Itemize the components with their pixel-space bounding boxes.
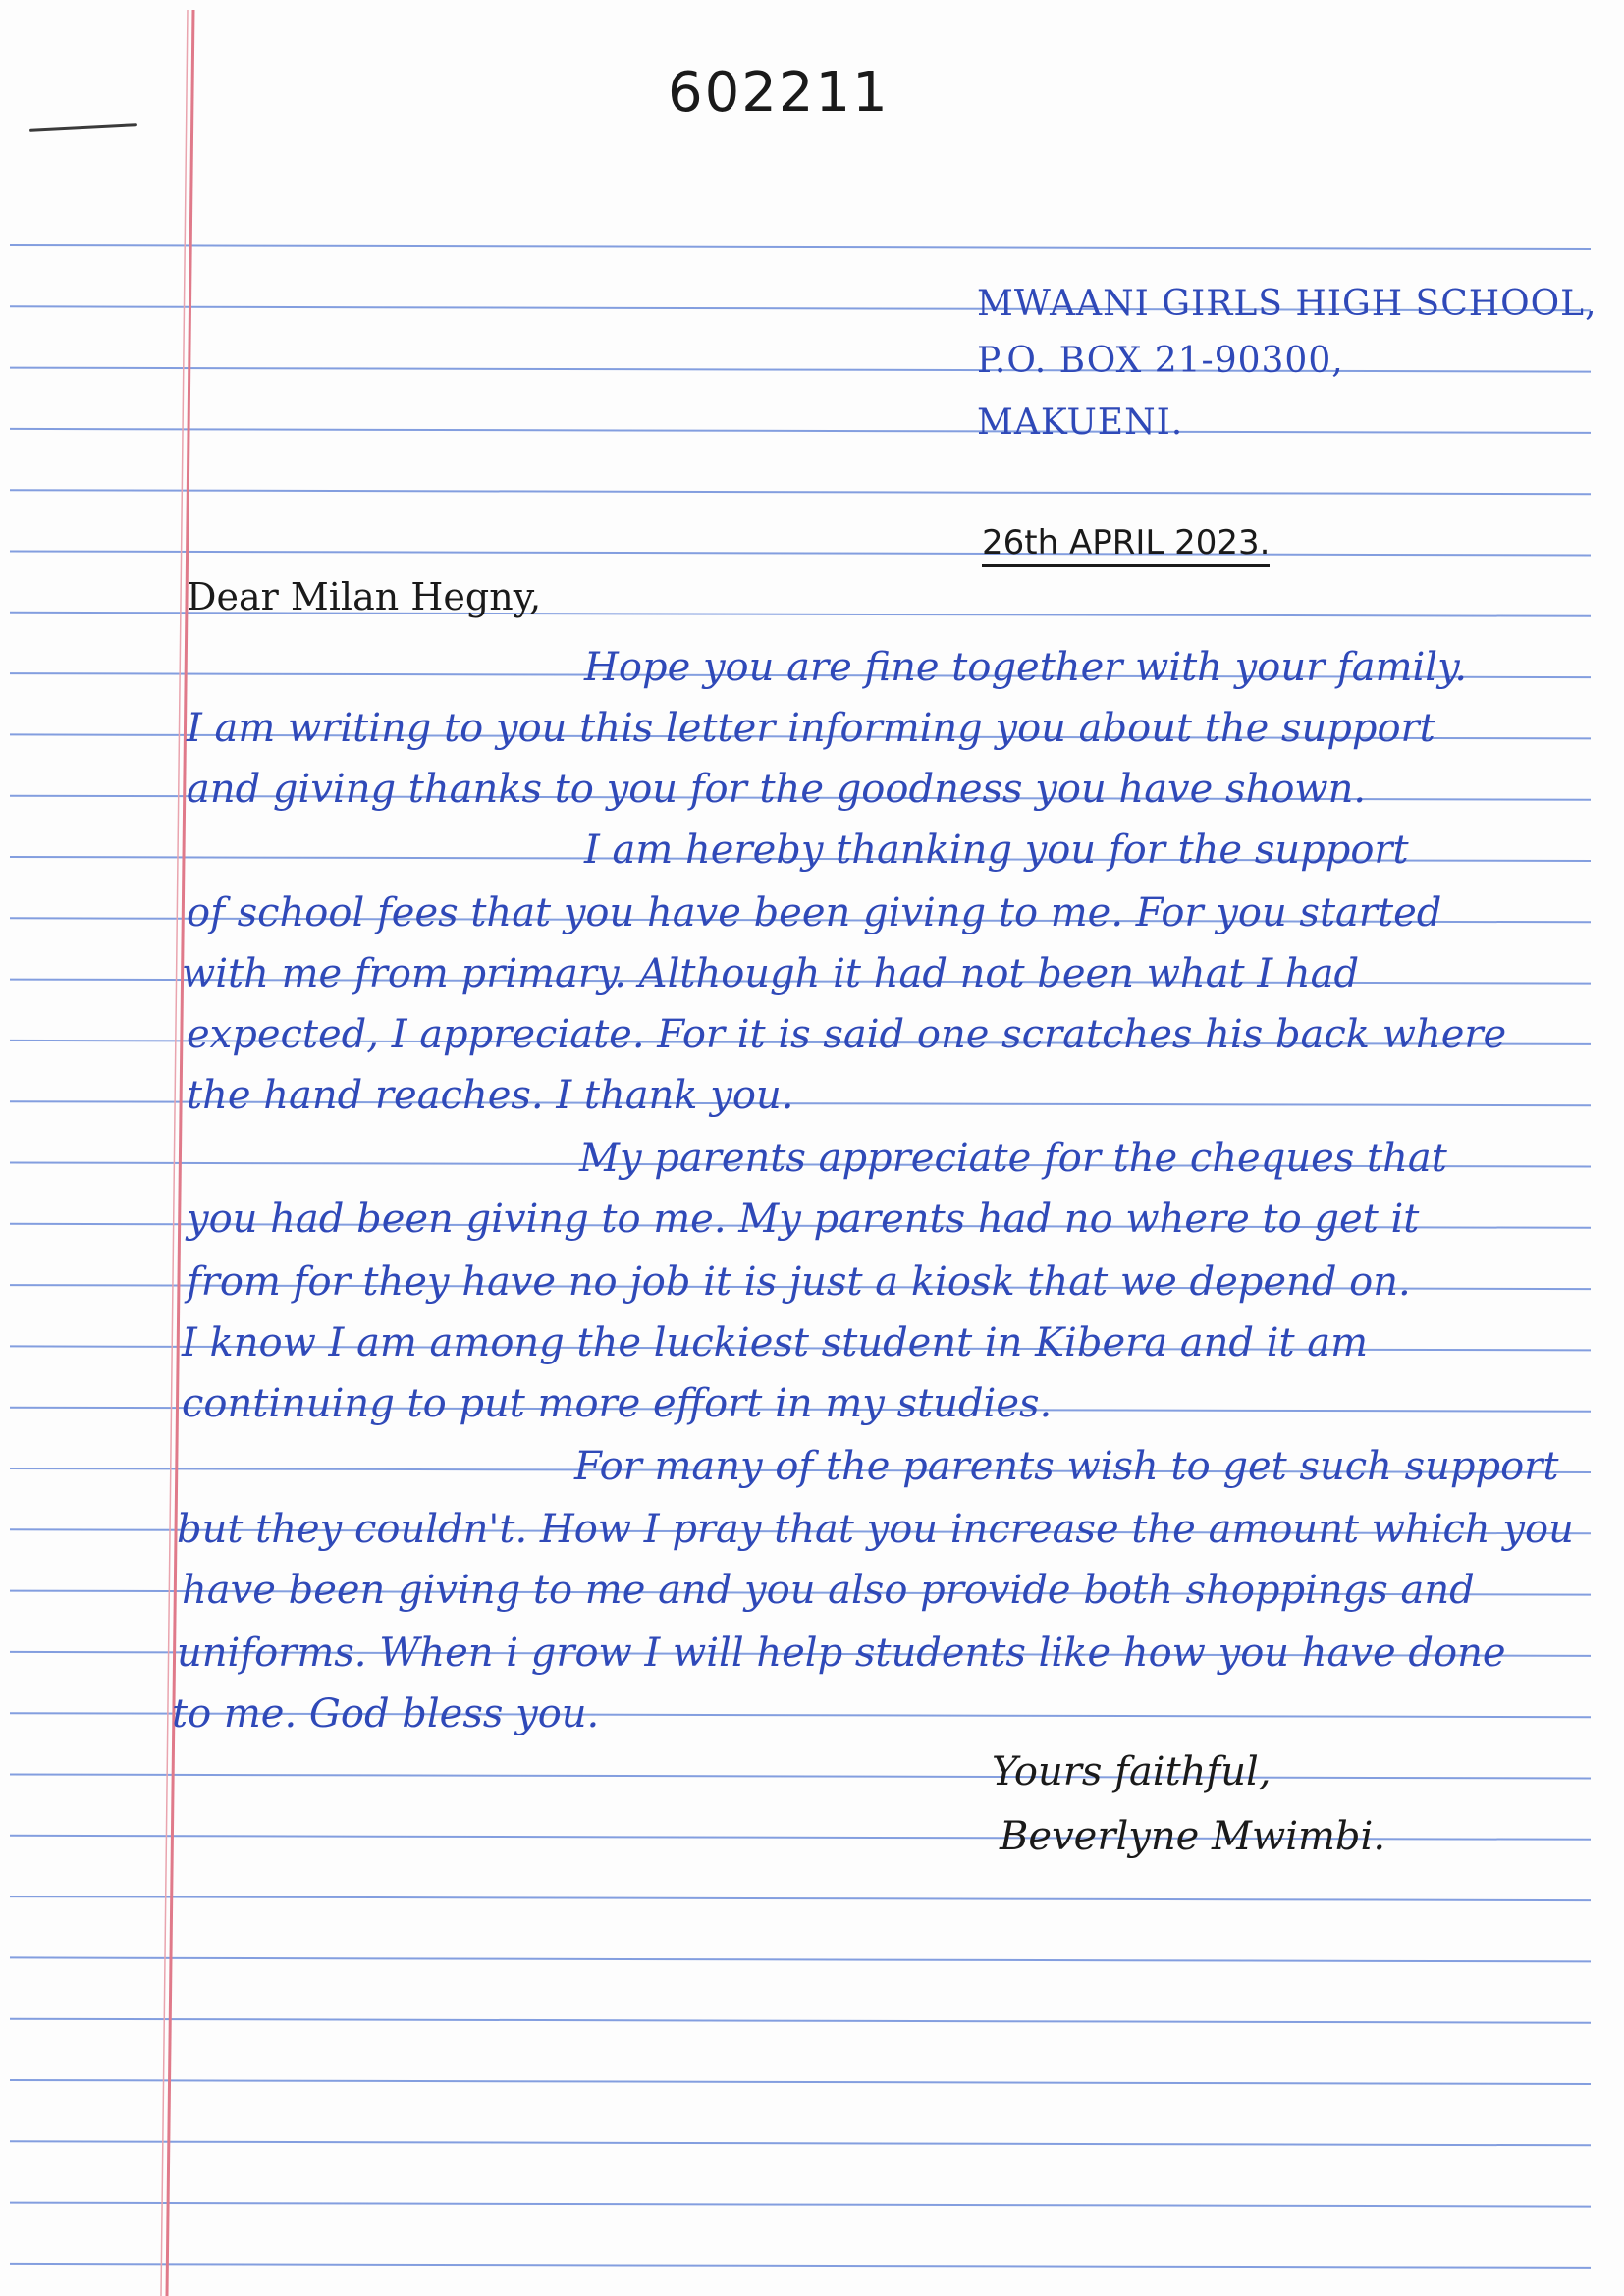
ruled-line (10, 1957, 1591, 1961)
ruled-line (10, 552, 1591, 556)
address-line-2: P.O. BOX 21-90300, (977, 341, 1344, 381)
ruled-line (10, 2080, 1591, 2084)
ruled-line (10, 1775, 1591, 1779)
ruled-line (10, 1896, 1591, 1900)
body-line: uniforms. When i grow I will help students like how you have done (177, 1630, 1506, 1676)
margin-line-inner (161, 10, 188, 2296)
body-line: you had been giving to me. My parents had no where to get it (187, 1197, 1420, 1242)
ruled-line (10, 368, 1591, 372)
body-line: continuing to put more effort in my studies. (182, 1381, 1053, 1426)
letter-date: 26th APRIL 2023. (982, 523, 1270, 567)
body-line: I know I am among the luckiest student in Kibera and it am (182, 1320, 1369, 1365)
signature-name: Beverlyne Mwimbi. (1000, 1814, 1386, 1859)
body-line: to me. God bless you. (172, 1691, 600, 1736)
ruled-line (10, 429, 1591, 433)
body-line: and giving thanks to you for the goodness you have shown. (187, 767, 1367, 812)
ruled-line (10, 490, 1591, 494)
valediction: Yours faithful, (992, 1749, 1272, 1794)
ruled-line (10, 2203, 1591, 2207)
body-line: of school fees that you have been giving to me. For you started (187, 890, 1442, 935)
body-line: For many of the parents wish to get such support (574, 1444, 1559, 1489)
reference-number: 602211 (668, 61, 890, 125)
margin-line (167, 10, 193, 2296)
body-line: but they couldn't. How I pray that you increase the amount which you (177, 1507, 1574, 1552)
body-line: expected, I appreciate. For it is said one scratches his back where (187, 1012, 1507, 1057)
body-line: have been giving to me and you also provide both shoppings and (182, 1568, 1475, 1613)
body-line: My parents appreciate for the cheques that (579, 1136, 1447, 1181)
ruled-line (10, 2019, 1591, 2023)
address-line-3: MAKUENI. (977, 402, 1184, 443)
ruled-line (10, 2141, 1591, 2145)
body-line: I am writing to you this letter informing you about the support (187, 706, 1435, 751)
body-line: the hand reaches. I thank you. (187, 1073, 794, 1118)
ruled-line (10, 245, 1591, 249)
body-line: with me from primary. Although it had not been what I had (182, 951, 1360, 996)
body-line: from for they have no job it is just a kiosk that we depend on. (187, 1259, 1411, 1305)
salutation: Dear Milan Hegny, (187, 575, 542, 618)
address-line-1: MWAANI GIRLS HIGH SCHOOL, (977, 284, 1597, 324)
ruled-line (10, 2264, 1591, 2268)
body-line: I am hereby thanking you for the support (584, 828, 1409, 873)
body-line: Hope you are fine together with your family. (584, 645, 1468, 690)
